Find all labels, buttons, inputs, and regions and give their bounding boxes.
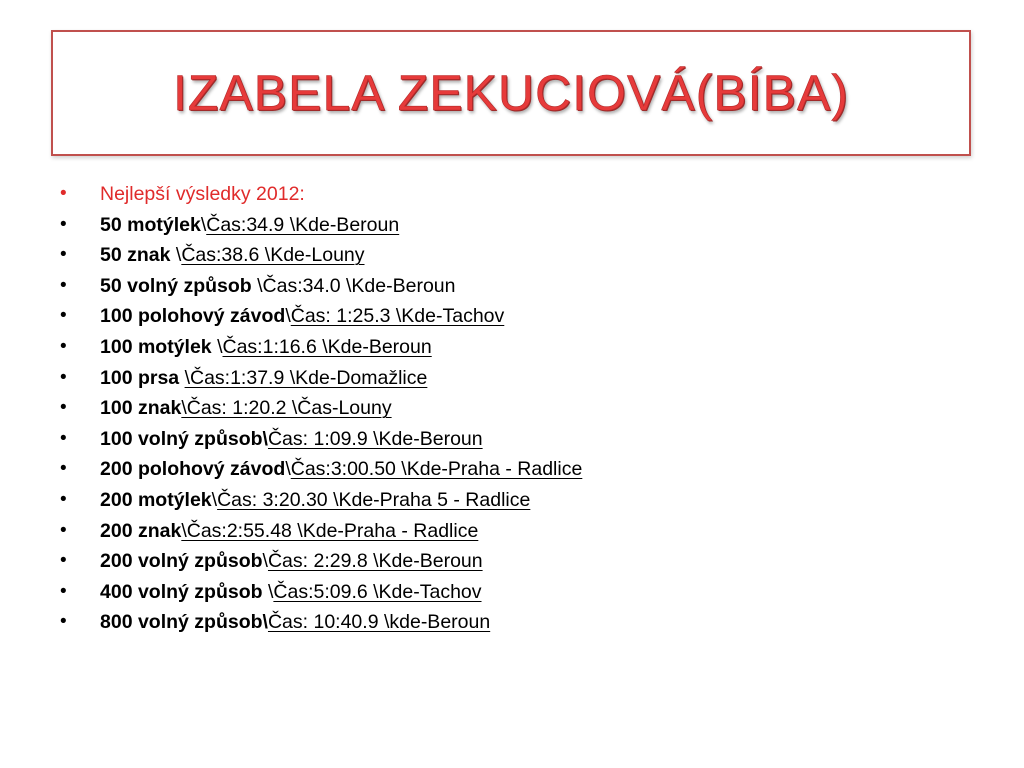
- result-prefix: \: [200, 213, 207, 236]
- event-name: 100 znak: [100, 397, 182, 420]
- result-prefix: \: [285, 305, 291, 328]
- event-name: 200 polohový závod: [100, 458, 286, 481]
- list-item-result: [60, 516, 582, 547]
- event-name: 400 volný způsob: [100, 580, 263, 603]
- event-name: 200 motýlek: [100, 488, 212, 511]
- list-item-result: [60, 577, 582, 608]
- list-item-result: [60, 271, 582, 302]
- event-name: 50 volný způsob: [100, 274, 252, 297]
- result-detail: \Čas:2:55.48 \Kde-Praha - Radlice: [181, 519, 479, 542]
- result-prefix: \: [211, 488, 218, 511]
- event-name: 50 znak: [100, 244, 171, 267]
- title-box: [51, 30, 971, 156]
- bullet-icon: •: [60, 519, 67, 541]
- event-name: 100 motýlek: [100, 335, 212, 358]
- bullet-icon: •: [60, 550, 67, 572]
- list-item-result: [60, 393, 582, 424]
- bullet-icon: •: [60, 366, 67, 388]
- bullet-icon: •: [60, 183, 67, 204]
- result-detail: Čas: 1:25.3 \Kde-Tachov: [290, 305, 505, 328]
- event-name: 200 znak: [100, 519, 182, 542]
- bullet-icon: •: [60, 305, 67, 327]
- list-item-result: [60, 363, 582, 394]
- result-detail: Čas: 3:20.30 \Kde-Praha 5 - Radlice: [217, 488, 531, 511]
- intro-text: Nejlepší výsledky 2012:: [100, 183, 305, 205]
- result-prefix: \: [262, 580, 274, 603]
- list-item-result: [60, 210, 582, 241]
- slide-title: IZABELA ZEKUCIOVÁ(BÍBA): [173, 65, 849, 121]
- list-item-result: [60, 240, 582, 271]
- result-detail: Čas:1:16.6 \Kde-Beroun: [222, 335, 432, 358]
- bullet-icon: •: [60, 244, 67, 266]
- list-item-result: [60, 301, 582, 332]
- result-prefix: \: [170, 244, 182, 267]
- result-prefix: \Čas:34.0 \Kde-Beroun: [251, 274, 456, 297]
- bullet-icon: •: [60, 488, 67, 510]
- bullet-icon: •: [60, 580, 67, 602]
- event-name: 100 polohový závod: [100, 305, 286, 328]
- results-list: [60, 179, 582, 638]
- result-detail: Čas: 2:29.8 \Kde-Beroun: [267, 550, 483, 573]
- result-prefix: \: [262, 550, 268, 573]
- list-item-result: [60, 424, 582, 455]
- result-detail: Čas:38.6 \Kde-Louny: [181, 244, 365, 267]
- result-detail: Čas: 10:40.9 \kde-Beroun: [267, 611, 491, 634]
- result-prefix: \: [285, 458, 291, 481]
- bullet-icon: •: [60, 213, 67, 235]
- result-detail: \Čas:1:37.9 \Kde-Domažlice: [184, 366, 428, 389]
- event-name: 800 volný způsob\: [100, 611, 268, 634]
- bullet-icon: •: [60, 427, 67, 449]
- list-item-result: [60, 546, 582, 577]
- list-item-result: [60, 332, 582, 363]
- list-item-result: [60, 485, 582, 516]
- event-name: 200 volný způsob: [100, 550, 263, 573]
- event-name: 100 volný způsob\: [100, 427, 268, 450]
- bullet-icon: •: [60, 611, 67, 633]
- bullet-icon: •: [60, 274, 67, 296]
- list-item-result: [60, 454, 582, 485]
- result-prefix: \: [211, 335, 223, 358]
- bullet-icon: •: [60, 397, 67, 419]
- result-detail: Čas:34.9 \Kde-Beroun: [206, 213, 400, 236]
- result-detail: Čas:3:00.50 \Kde-Praha - Radlice: [290, 458, 583, 481]
- event-name: 50 motýlek: [100, 213, 201, 236]
- bullet-icon: •: [60, 458, 67, 480]
- list-item-result: [60, 607, 582, 638]
- event-name: 100 prsa: [100, 366, 180, 389]
- bullet-icon: •: [60, 335, 67, 357]
- list-item-intro: [60, 179, 582, 210]
- result-detail: Čas: 1:09.9 \Kde-Beroun: [267, 427, 483, 450]
- result-detail: Čas:5:09.6 \Kde-Tachov: [273, 580, 482, 603]
- result-detail: \Čas: 1:20.2 \Čas-Louny: [181, 397, 392, 420]
